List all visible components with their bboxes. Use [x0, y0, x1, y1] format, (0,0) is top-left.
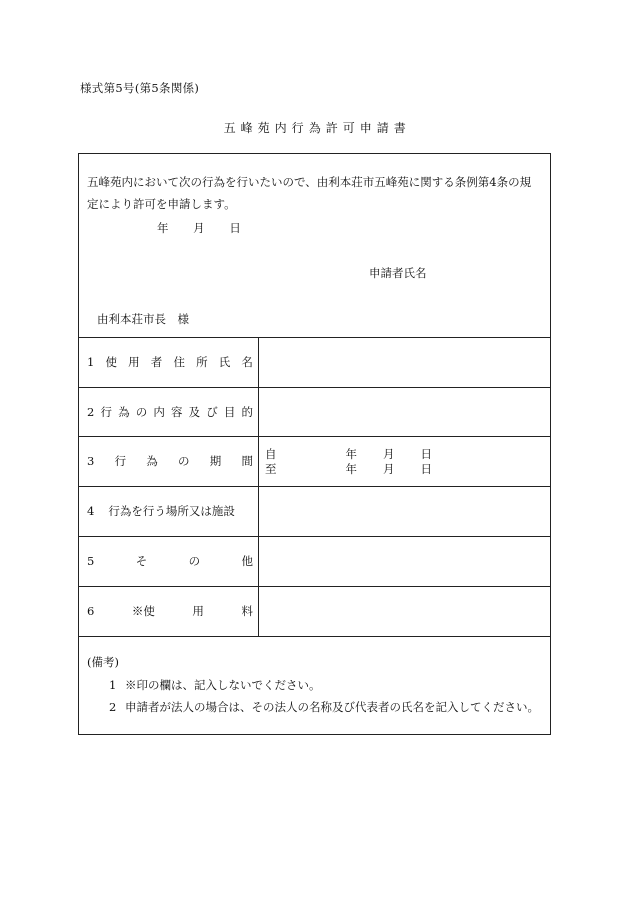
date-line [157, 220, 241, 236]
date-month: 月 [193, 221, 205, 235]
applicant-name-label: 申請者氏名 [369, 266, 427, 280]
row-divider [79, 636, 550, 637]
form-number: 様式第5号(第5条関係) [80, 81, 200, 95]
row-act-period: 3 行 為 の 期 間 [87, 454, 253, 468]
date-year: 年 [157, 221, 169, 235]
intro-text-line-2: 定により許可を申請します。 [87, 197, 236, 211]
row-user-address-name: 1 使 用 者 住 所 氏 名 [87, 355, 253, 369]
row-act-place: 4 行為を行う場所又は施設 [87, 504, 235, 518]
row-usage-fee: 6 ※使 用 料 [87, 604, 253, 618]
row-other: 5 そ の 他 [87, 554, 253, 568]
intro-text-line-1: 五峰苑内において次の行為を行いたいので、由利本荘市五峰苑に関する条例第4条の規 [87, 175, 532, 189]
note-item: 1 ※印の欄は、記入しないでください。 [109, 678, 321, 692]
note-item: 2 申請者が法人の場合は、その法人の名称及び代表者の氏名を記入してください。 [109, 700, 539, 714]
application-form [78, 153, 551, 735]
period-from: 自 年 月 日 [265, 447, 432, 461]
column-divider [258, 337, 259, 636]
row-act-content-purpose: 2 行 為 の 内 容 及 び 目 的 [87, 404, 253, 419]
period-to: 至 年 月 日 [265, 462, 432, 476]
date-day: 日 [229, 221, 241, 235]
form-title: 五 峰 苑 内 行 為 許 可 申 請 書 [223, 121, 407, 135]
addressee: 由利本荘市長 様 [97, 312, 189, 326]
notes-heading: (備考) [87, 655, 119, 669]
